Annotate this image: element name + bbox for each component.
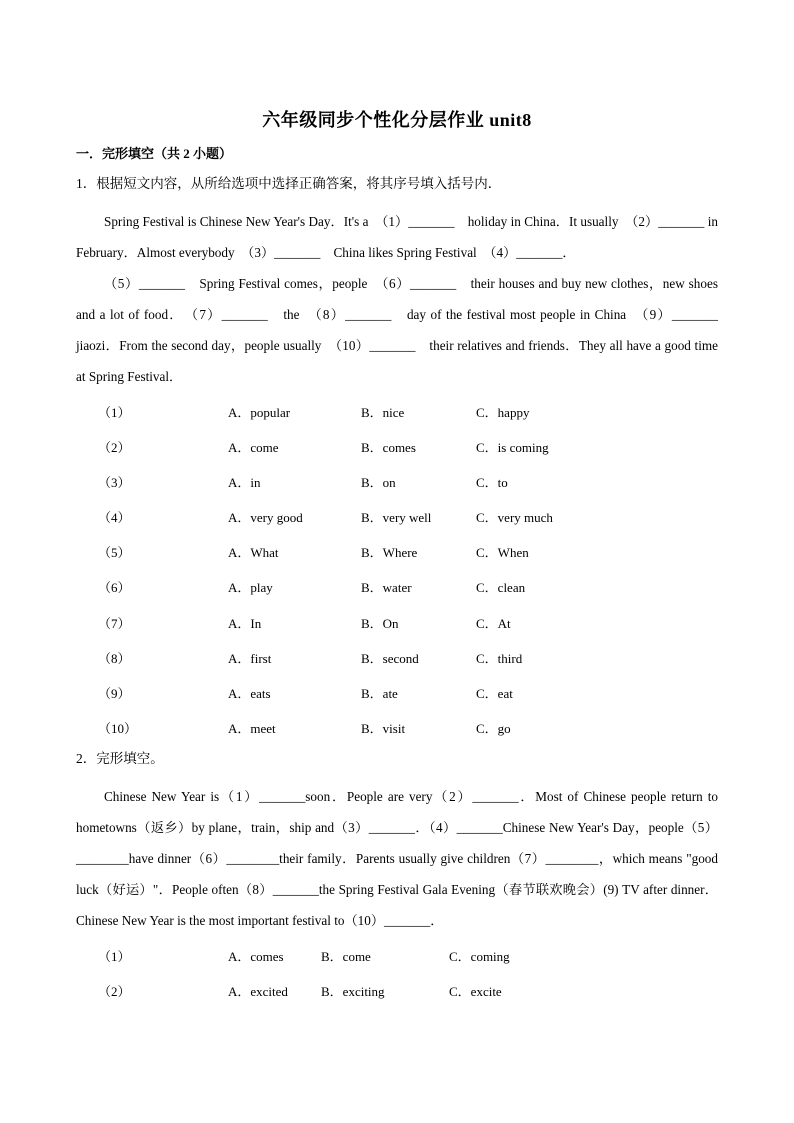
section-title: 一．完形填空（共 2 小题） <box>76 146 233 161</box>
option-a[interactable]: A．come <box>228 440 279 456</box>
option-number: （1） <box>98 405 131 420</box>
option-number: （10） <box>98 720 138 736</box>
option-a[interactable]: A．very good <box>228 510 303 526</box>
option-c[interactable]: C．eat <box>476 685 513 701</box>
option-c[interactable]: C．to <box>476 475 508 491</box>
option-a[interactable]: A．comes <box>228 948 284 964</box>
option-number: （9） <box>98 685 131 701</box>
option-a[interactable]: A．first <box>228 650 272 666</box>
option-b[interactable]: B．ate <box>361 685 398 701</box>
option-b[interactable]: B．second <box>361 650 419 666</box>
option-row <box>0 499 794 534</box>
option-c[interactable]: C．coming <box>449 948 510 964</box>
option-c[interactable]: C．very much <box>476 510 553 526</box>
option-c[interactable]: C．excite <box>449 984 502 1000</box>
option-a[interactable]: A．excited <box>228 984 288 1000</box>
option-b[interactable]: B．visit <box>361 720 406 736</box>
option-row <box>0 429 794 464</box>
option-row <box>0 394 794 429</box>
question-1-passage-part-2: （5）_______ Spring Festival comes，people （6）_______ their houses and buy new clothes，new shoes and a lot of food． （7）_______ the （8）_______ day of the festival most people in China （9）_______ jiaozi．From the second day，people usually （10）_______ their relatives and friends．They all have a good time at Spring Festival． <box>76 276 732 384</box>
option-number: （2） <box>98 984 131 1000</box>
option-row <box>0 640 794 675</box>
option-a[interactable]: A．What <box>228 545 279 561</box>
option-b[interactable]: B．on <box>361 475 396 491</box>
question-1-passage-part-1: Spring Festival is Chinese New Year's Day．It's a （1）_______ holiday in China．It usually （2）_______ in February．Almost everybody （3）_______ China likes Spring Festival （4）_______． <box>76 214 718 260</box>
option-number: （1） <box>98 948 131 964</box>
option-number: （6） <box>98 580 131 596</box>
option-row <box>0 569 794 604</box>
option-c[interactable]: C．third <box>476 650 523 666</box>
option-a[interactable]: A．In <box>228 615 262 631</box>
option-a[interactable]: A．eats <box>228 685 271 701</box>
option-row <box>0 534 794 569</box>
option-c[interactable]: C．happy <box>476 405 530 420</box>
question-2-options <box>0 938 794 1008</box>
option-number: （3） <box>98 475 131 491</box>
option-b[interactable]: B．nice <box>361 405 405 420</box>
option-c[interactable]: C．go <box>476 720 511 736</box>
option-b[interactable]: B．very well <box>361 510 432 526</box>
option-a[interactable]: A．in <box>228 475 261 491</box>
option-b[interactable]: B．Where <box>361 545 418 561</box>
option-row <box>0 973 794 1008</box>
option-a[interactable]: A．popular <box>228 405 291 420</box>
option-row <box>0 464 794 499</box>
option-c[interactable]: C．When <box>476 545 529 561</box>
option-row <box>0 710 794 745</box>
option-row <box>0 605 794 640</box>
question-1-options <box>0 394 794 745</box>
option-number: （5） <box>98 545 131 561</box>
option-b[interactable]: B．exciting <box>321 984 385 1000</box>
option-b[interactable]: B．come <box>321 948 371 964</box>
question-1-instructions: 1．根据短文内容，从所给选项中选择正确答案，将其序号填入括号内． <box>76 176 502 191</box>
option-a[interactable]: A．play <box>228 580 273 596</box>
option-number: （4） <box>98 510 131 526</box>
question-2-passage: Chinese New Year is（1）_______soon．People are very（2）_______．Most of Chinese people return to hometowns（返乡）by plane，train，ship and（3）_______．（4）_______Chinese New Year's Day，people（5）________have dinner（6）________their family．Parents usually give children（7）________，which means "good luck（好运）"．People often（8）_______the Spring Festival Gala Evening（春节联欢晚会）(9) TV after dinner．Chinese New Year is the most important festival to（10）_______． <box>76 788 718 928</box>
option-b[interactable]: B．comes <box>361 440 416 456</box>
option-number: （7） <box>98 615 131 631</box>
page-title: 六年级同步个性化分层作业 unit8 <box>262 110 532 130</box>
question-2-instructions: 2．完形填空。 <box>76 750 164 766</box>
option-b[interactable]: B．water <box>361 580 412 596</box>
option-b[interactable]: B．On <box>361 615 399 631</box>
option-c[interactable]: C．At <box>476 615 511 631</box>
option-number: （8） <box>98 650 131 666</box>
option-row <box>0 675 794 710</box>
option-c[interactable]: C．is coming <box>476 440 549 456</box>
option-a[interactable]: A．meet <box>228 720 276 736</box>
option-c[interactable]: C．clean <box>476 580 526 596</box>
option-row <box>0 938 794 973</box>
option-number: （2） <box>98 440 131 456</box>
